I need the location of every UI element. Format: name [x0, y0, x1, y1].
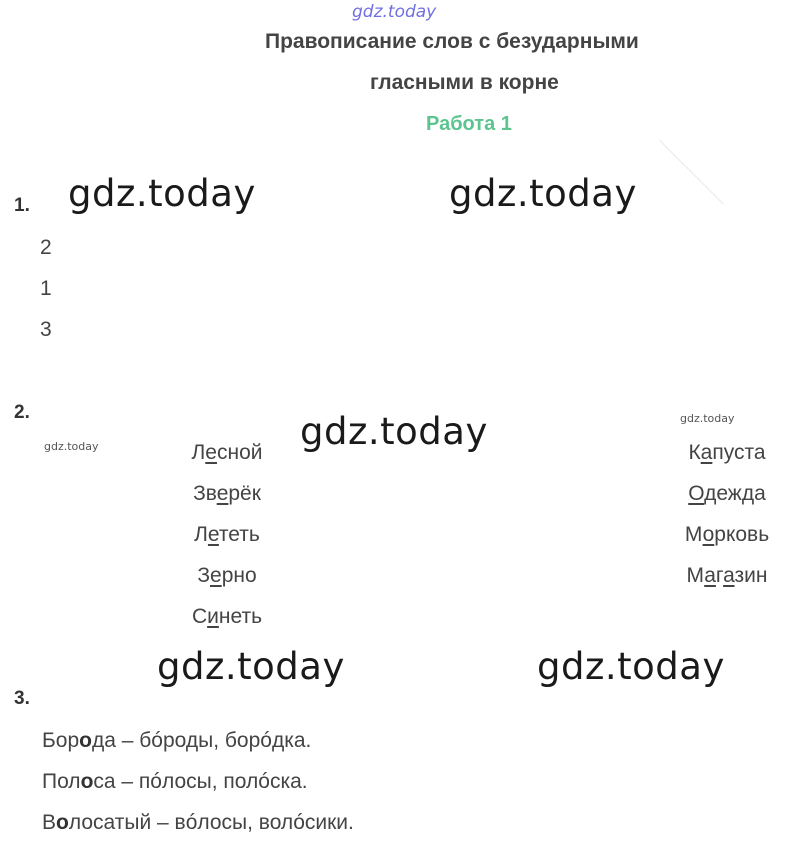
word-left: Зерно: [197, 564, 257, 587]
watermark-small: gdz.today: [680, 412, 735, 425]
work-subtitle: Работа 1: [426, 113, 512, 135]
word-right: Морковь: [684, 523, 770, 546]
task3-line: Полоса – пóлосы, полóска.: [42, 770, 308, 793]
page-title-line1: Правописание слов с безударными: [265, 30, 639, 53]
watermark: gdz.today: [68, 172, 256, 215]
task1-item: 1: [40, 277, 52, 300]
word-right: Капуста: [688, 441, 766, 464]
word-left: Зверёк: [193, 482, 261, 505]
decorative-line: [659, 140, 723, 204]
watermark-small: gdz.today: [44, 440, 99, 453]
watermark: gdz.today: [157, 645, 345, 688]
word-right: Магазин: [686, 564, 768, 587]
word-left: Лесной: [191, 441, 263, 464]
task2-number: 2.: [14, 402, 30, 423]
watermark: gdz.today: [537, 645, 725, 688]
watermark: gdz.today: [300, 410, 488, 453]
task3-line: Борода – бóроды, борóдка.: [42, 729, 312, 752]
word-right: Одежда: [688, 482, 766, 505]
word-left: Синеть: [191, 605, 263, 628]
watermark: gdz.today: [449, 172, 637, 215]
task3-line: Волосатый – вóлосы, волóсики.: [42, 811, 354, 834]
word-left: Лететь: [194, 523, 260, 546]
watermark-top: gdz.today: [352, 2, 437, 22]
task1-item: 3: [40, 318, 52, 341]
task1-number: 1.: [14, 195, 30, 216]
task1-item: 2: [40, 236, 52, 259]
task3-number: 3.: [14, 688, 30, 709]
page-title-line2: гласными в корне: [370, 71, 559, 94]
